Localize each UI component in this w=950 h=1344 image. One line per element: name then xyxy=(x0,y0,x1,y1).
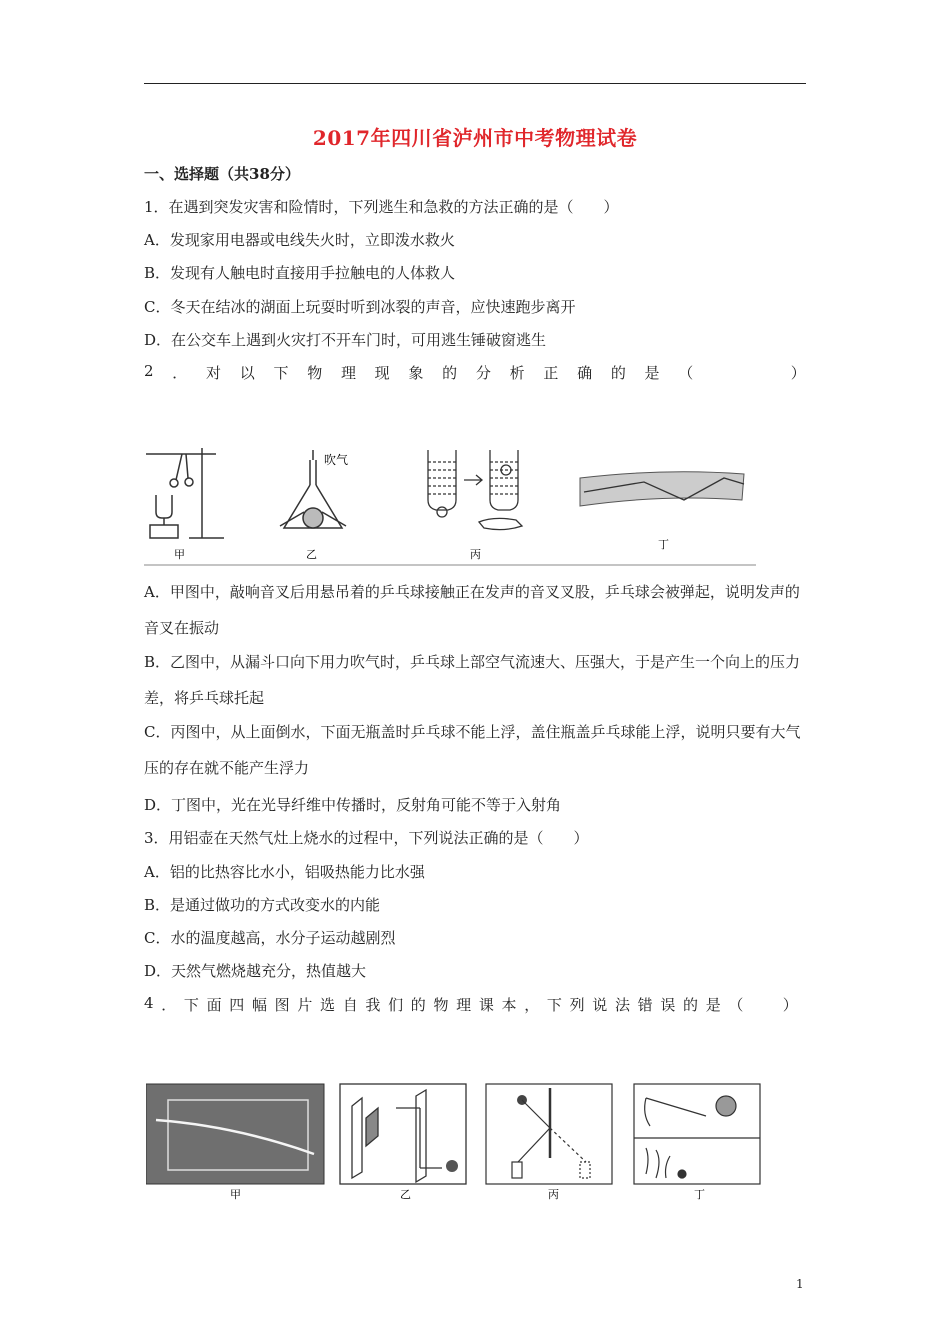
q2-figure-label-ding: 丁 xyxy=(658,538,669,551)
q2-option-b: B．乙图中，从漏斗口向下用力吹气时，乒乓球上部空气流速大、压强大，于是产生一个向上的压力差，将乒乓球托起 xyxy=(144,653,801,707)
q4-figure-label-jia: 甲 xyxy=(230,1188,241,1201)
blow-label: 吹气 xyxy=(324,453,349,467)
q2-option-c: C．丙图中，从上面倒水，下面无瓶盖时乒乓球不能上浮，盖住瓶盖乒乓球能上浮，说明只要有大气压的存在就不能产生浮力 xyxy=(144,723,801,777)
q1-stem: 1．在遇到突发灾害和险情时，下列逃生和急救的方法正确的是（ ） xyxy=(144,198,619,216)
q2-stem: 2 ． 对 以 下 物 理 现 象 的 分 析 正 确 的 是 （ ） xyxy=(144,362,806,382)
q3-option-d: D．天然气燃烧越充分，热值越大 xyxy=(144,962,367,980)
page-title: 2017年四川省泸州市中考物理试卷 xyxy=(312,126,638,150)
q3-stem: 3．用铝壶在天然气灶上烧水的过程中，下列说法正确的是（ ） xyxy=(144,829,589,847)
periscope-illustration xyxy=(340,1084,466,1184)
fishing-refraction-illustration xyxy=(634,1084,760,1184)
q2-figure-label-yi: 乙 xyxy=(306,548,317,561)
light-in-water-tank-photo xyxy=(146,1084,324,1184)
q4-figure-label-yi: 乙 xyxy=(400,1188,411,1201)
header-rule xyxy=(144,83,806,84)
tuning-fork-illustration xyxy=(146,448,224,538)
q3-option-b: B．是通过做功的方式改变水的内能 xyxy=(144,896,381,914)
q2-option-a: A．甲图中，敲响音叉后用悬吊着的乒乓球接触正在发声的音叉叉股，乒乓球会被弹起，说明发声的音叉在振动 xyxy=(144,583,800,637)
q1-option-c: C．冬天在结冰的湖面上玩耍时听到冰裂的声音，应快速跑步离开 xyxy=(144,298,576,316)
q2-figure xyxy=(144,440,756,570)
q3-option-c: C．水的温度越高，水分子运动越剧烈 xyxy=(144,929,396,947)
bottle-illustration xyxy=(428,450,522,530)
q1-option-a: A．发现家用电器或电线失火时，立即泼水救火 xyxy=(144,231,455,249)
q3-option-a: A．铝的比热容比水小，铝吸热能力比水强 xyxy=(144,863,425,881)
q4-stem: 4 ． 下 面 四 幅 图 片 选 自 我 们 的 物 理 课 本 ， 下 列 说 法 错 误 的 是 （ ） xyxy=(144,994,798,1014)
page-number: 1 xyxy=(796,1277,804,1291)
q2-figure-label-bing: 丙 xyxy=(470,548,481,561)
section-heading: 一、选择题（共38分） xyxy=(144,165,300,183)
q2-option-d: D．丁图中，光在光导纤维中传播时，反射角可能不等于入射角 xyxy=(144,796,562,814)
q1-option-b: B．发现有人触电时直接用手拉触电的人体救人 xyxy=(144,264,456,282)
optical-fiber-illustration xyxy=(580,472,744,506)
q2-figure-label-jia: 甲 xyxy=(174,548,185,561)
q4-figure-label-ding: 丁 xyxy=(694,1188,705,1201)
q4-figure xyxy=(146,1078,762,1202)
q1-option-d: D．在公交车上遇到火灾打不开车门时，可用逃生锤破窗逃生 xyxy=(144,331,547,349)
q4-figure-label-bing: 丙 xyxy=(548,1188,559,1201)
plane-mirror-illustration xyxy=(486,1084,612,1184)
